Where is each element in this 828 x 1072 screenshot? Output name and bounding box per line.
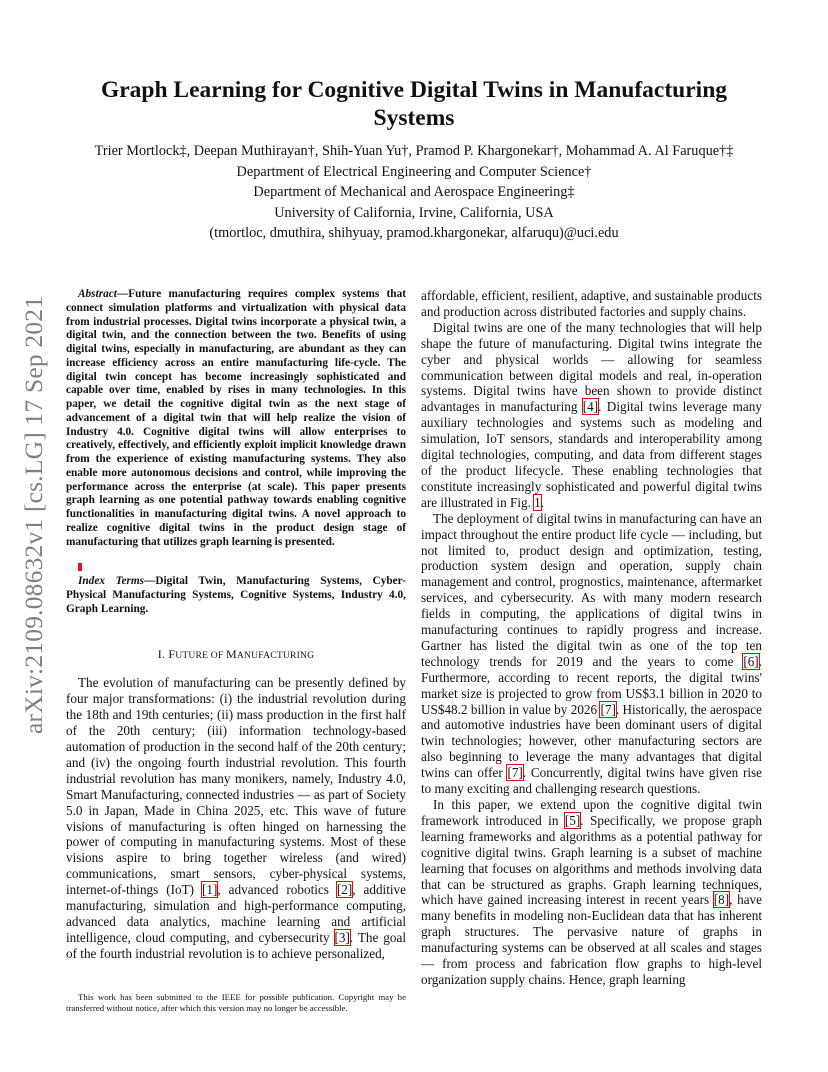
citation-link[interactable]: [1] [202,882,218,898]
section-title-initial: F [168,646,176,661]
citation-link[interactable]: [3] [334,929,350,945]
text-run: The deployment of digital twins in manufacturing can have an impact throughout the entire product life cycle — including, but not limited to, product design and optimization, testing, production system design and operation, supply chain management and control, prognostics, maintenance, aftermarket services, and cybersecurity. As with many modern research fields in computing, the applications of digital twins in manufacturing continues to rapidly progress and increase. Gartner has listed the digital twin as one of the top ten technology trends for 2019 and the years to come [421,510,762,669]
text-run: . Furthermore, according to recent reports, the digital twins' market size is projected to grow from US$3.1 billion in 2020 to US$48.2 billion in value by 2026 [421,653,762,717]
index-terms-lead: Index Terms [78,575,145,588]
text-run: , advanced robotics [217,882,337,898]
text-run: . The goal of the fourth industrial revolution is to achieve personalized, [66,929,406,961]
text-run: Digital twins are one of the many technologies that will help shape the future of manufacturing. Digital twins integrate the cyber and physical worlds — allowing for seamless communication between digital models and real, in-operation systems. Digital twins have been shown to provide distinct advantages in manufacturing [421,319,762,415]
footnote: This work has been submitted to the IEEE for possible publication. Copyright may be transferred without notice, after which this version may no longer be accessible. [66,992,406,1013]
citation-link[interactable]: [7] [507,765,523,781]
text-run: , additive manufacturing, simulation and high-performance computing, advanced data analytics, machine learning and artificial intelligence, cloud computing, and cybersecurity [66,882,406,945]
section-title-part1: UTURE OF [175,649,227,661]
citation-link[interactable]: [2] [336,882,353,898]
citation-link[interactable]: [7] [600,701,616,717]
text-run: In this paper, we extend upon the cognitive digital twin framework introduced in [421,797,762,828]
index-terms-text: —Digital Twin, Manufacturing Systems, Cyber-Physical Manufacturing Systems, Cognitive Systems, Industry 4.0, Graph Learning. [66,575,407,615]
author-block [60,141,768,244]
right-column [421,288,762,988]
index-terms [66,575,406,616]
affiliation-university: University of California, Irvine, California, USA [274,204,554,221]
text-run: . Specifically, we propose graph learning frameworks and algorithms as a potential pathway for cognitive digital twins. Graph learning is a subset of machine learning that focuses on algorithms and methods involving data that can be structured as graphs. Graph learning techniques, which have gained increasing interest in recent years [421,812,762,908]
title-line-1: Graph Learning for Cognitive Digital Twins in Manufacturing [100,77,728,103]
section-number: I. [157,646,169,661]
affiliation-eecs: Department of Electrical Engineering and Computer Science† [236,163,592,180]
intro-paragraph-4 [421,797,762,988]
author-emails: (tmortloc, dmuthira, shihyuay, pramod.khargonekar, alfaruqu)@uci.edu [209,225,619,242]
figure-link[interactable]: 1 [534,494,541,510]
left-column [66,288,406,962]
abstract-text: —Future manufacturing requires complex systems that connect simulation platforms and virtualization with physical data from industrial processes. Digital twins incorporate a physical twin, a digital twin, and the connection between the two. Benefits of using digital twins, especially in manufacturing, are abundant as they can increase efficiency across an entire manufacturing life-cycle. The digital twin concept has become increasingly sophisticated and capable over time, enabled by rises in many technologies. In this paper, we detail the cognitive digital twin as the next stage of advancement of a digital twin that will help realize the vision of Industry 4.0. Cognitive digital twins will allow enterprises to creatively, effectively, and efficiently exploit implicit knowledge drawn from the experience of existing manufacturing systems. They also enable more autonomous decisions and control, while improving the performance across the enterprise (at scale). This paper presents graph learning as one potential pathway towards enabling cognitive functionalities in manufacturing digital twins. A novel approach to realize cognitive digital twins in the product design stage of manufacturing that utilizes graph learning is presented. [66,288,406,548]
text-run: . Historically, the aerospace and automotive industries have been dominant users of digital twin technologies; however, other manufacturing sectors are also beginning to leverage the many advantages that digital twins can offer [421,701,762,781]
section-heading [66,647,406,664]
intro-paragraph-3 [421,511,762,797]
title-line-2: Systems [373,105,455,131]
intro-paragraph-2 [421,320,762,511]
section-title-part2: ANUFACTURING [236,649,315,661]
text-run: . Concurrently, digital twins have given rise to many exciting and challenging research questions. [421,765,762,797]
affiliation-mae: Department of Mechanical and Aerospace Engineering‡ [253,184,575,201]
abstract-lead: Abstract [78,288,117,300]
arxiv-identifier-stamp: arXiv:2109.08632v1 [cs.LG] 17 Sep 2021 [19,295,48,735]
citation-link[interactable]: [8] [713,892,730,908]
citation-link[interactable]: [6] [743,653,759,669]
citation-link[interactable]: [4] [582,399,599,415]
paper-title [60,76,768,132]
abstract [66,288,406,549]
text-run: The evolution of manufacturing can be presently defined by four major transformations: (i) the industrial revolution during the 18th and 19th centuries; (ii) mass production in the first half of the 20th century; (iii) information technology-based automation of production in the second half of the 20th century; and (iv) the ongoing fourth industrial revolution. This fourth industrial revolution has many monikers, namely, Industry 4.0, Smart Manufacturing, connected industries — as part of Society 5.0 in Japan, Made in China 2025, etc. This wave of future visions of manufacturing is often hinged on harnessing the power of computing in manufacturing systems. Most of these visions aspire to bring together wireless (and wired) communications, smart sensors, cyber-physical systems, internet-of-things (IoT) [66,675,406,898]
text-run: . [540,494,545,510]
annotation-marker [78,563,82,571]
text-run: . Digital twins leverage many auxiliary technologies and systems such as modeling and simulation, IoT sensors, standards and interoperability among digital technologies, computing, and data from different stages of the product lifecycle. These enabling technologies that constitute increasingly sophisticated and powerful digital twins are illustrated in Fig. [421,399,762,510]
author-list: Trier Mortlock‡, Deepan Muthirayan†, Shih-Yuan Yu†, Pramod P. Khargonekar†, Mohammad A. Al Faruque†‡ [94,143,734,159]
intro-paragraph-1 [66,675,406,961]
section-title-initial-2: M [226,646,237,661]
intro-paragraph-1-continued: affordable, efficient, resilient, adaptive, and sustainable products and production across distributed factories and supply chains. [421,288,762,319]
text-run: , have many benefits in modeling non-Euclidean data that has inherent graph structures. The pervasive nature of graphs in manufacturing systems can be observed at all scales and stages — from process and fabrication flow graphs to high-level organization supply chains. Hence, graph learning [421,892,762,987]
citation-link[interactable]: [5] [564,812,581,828]
